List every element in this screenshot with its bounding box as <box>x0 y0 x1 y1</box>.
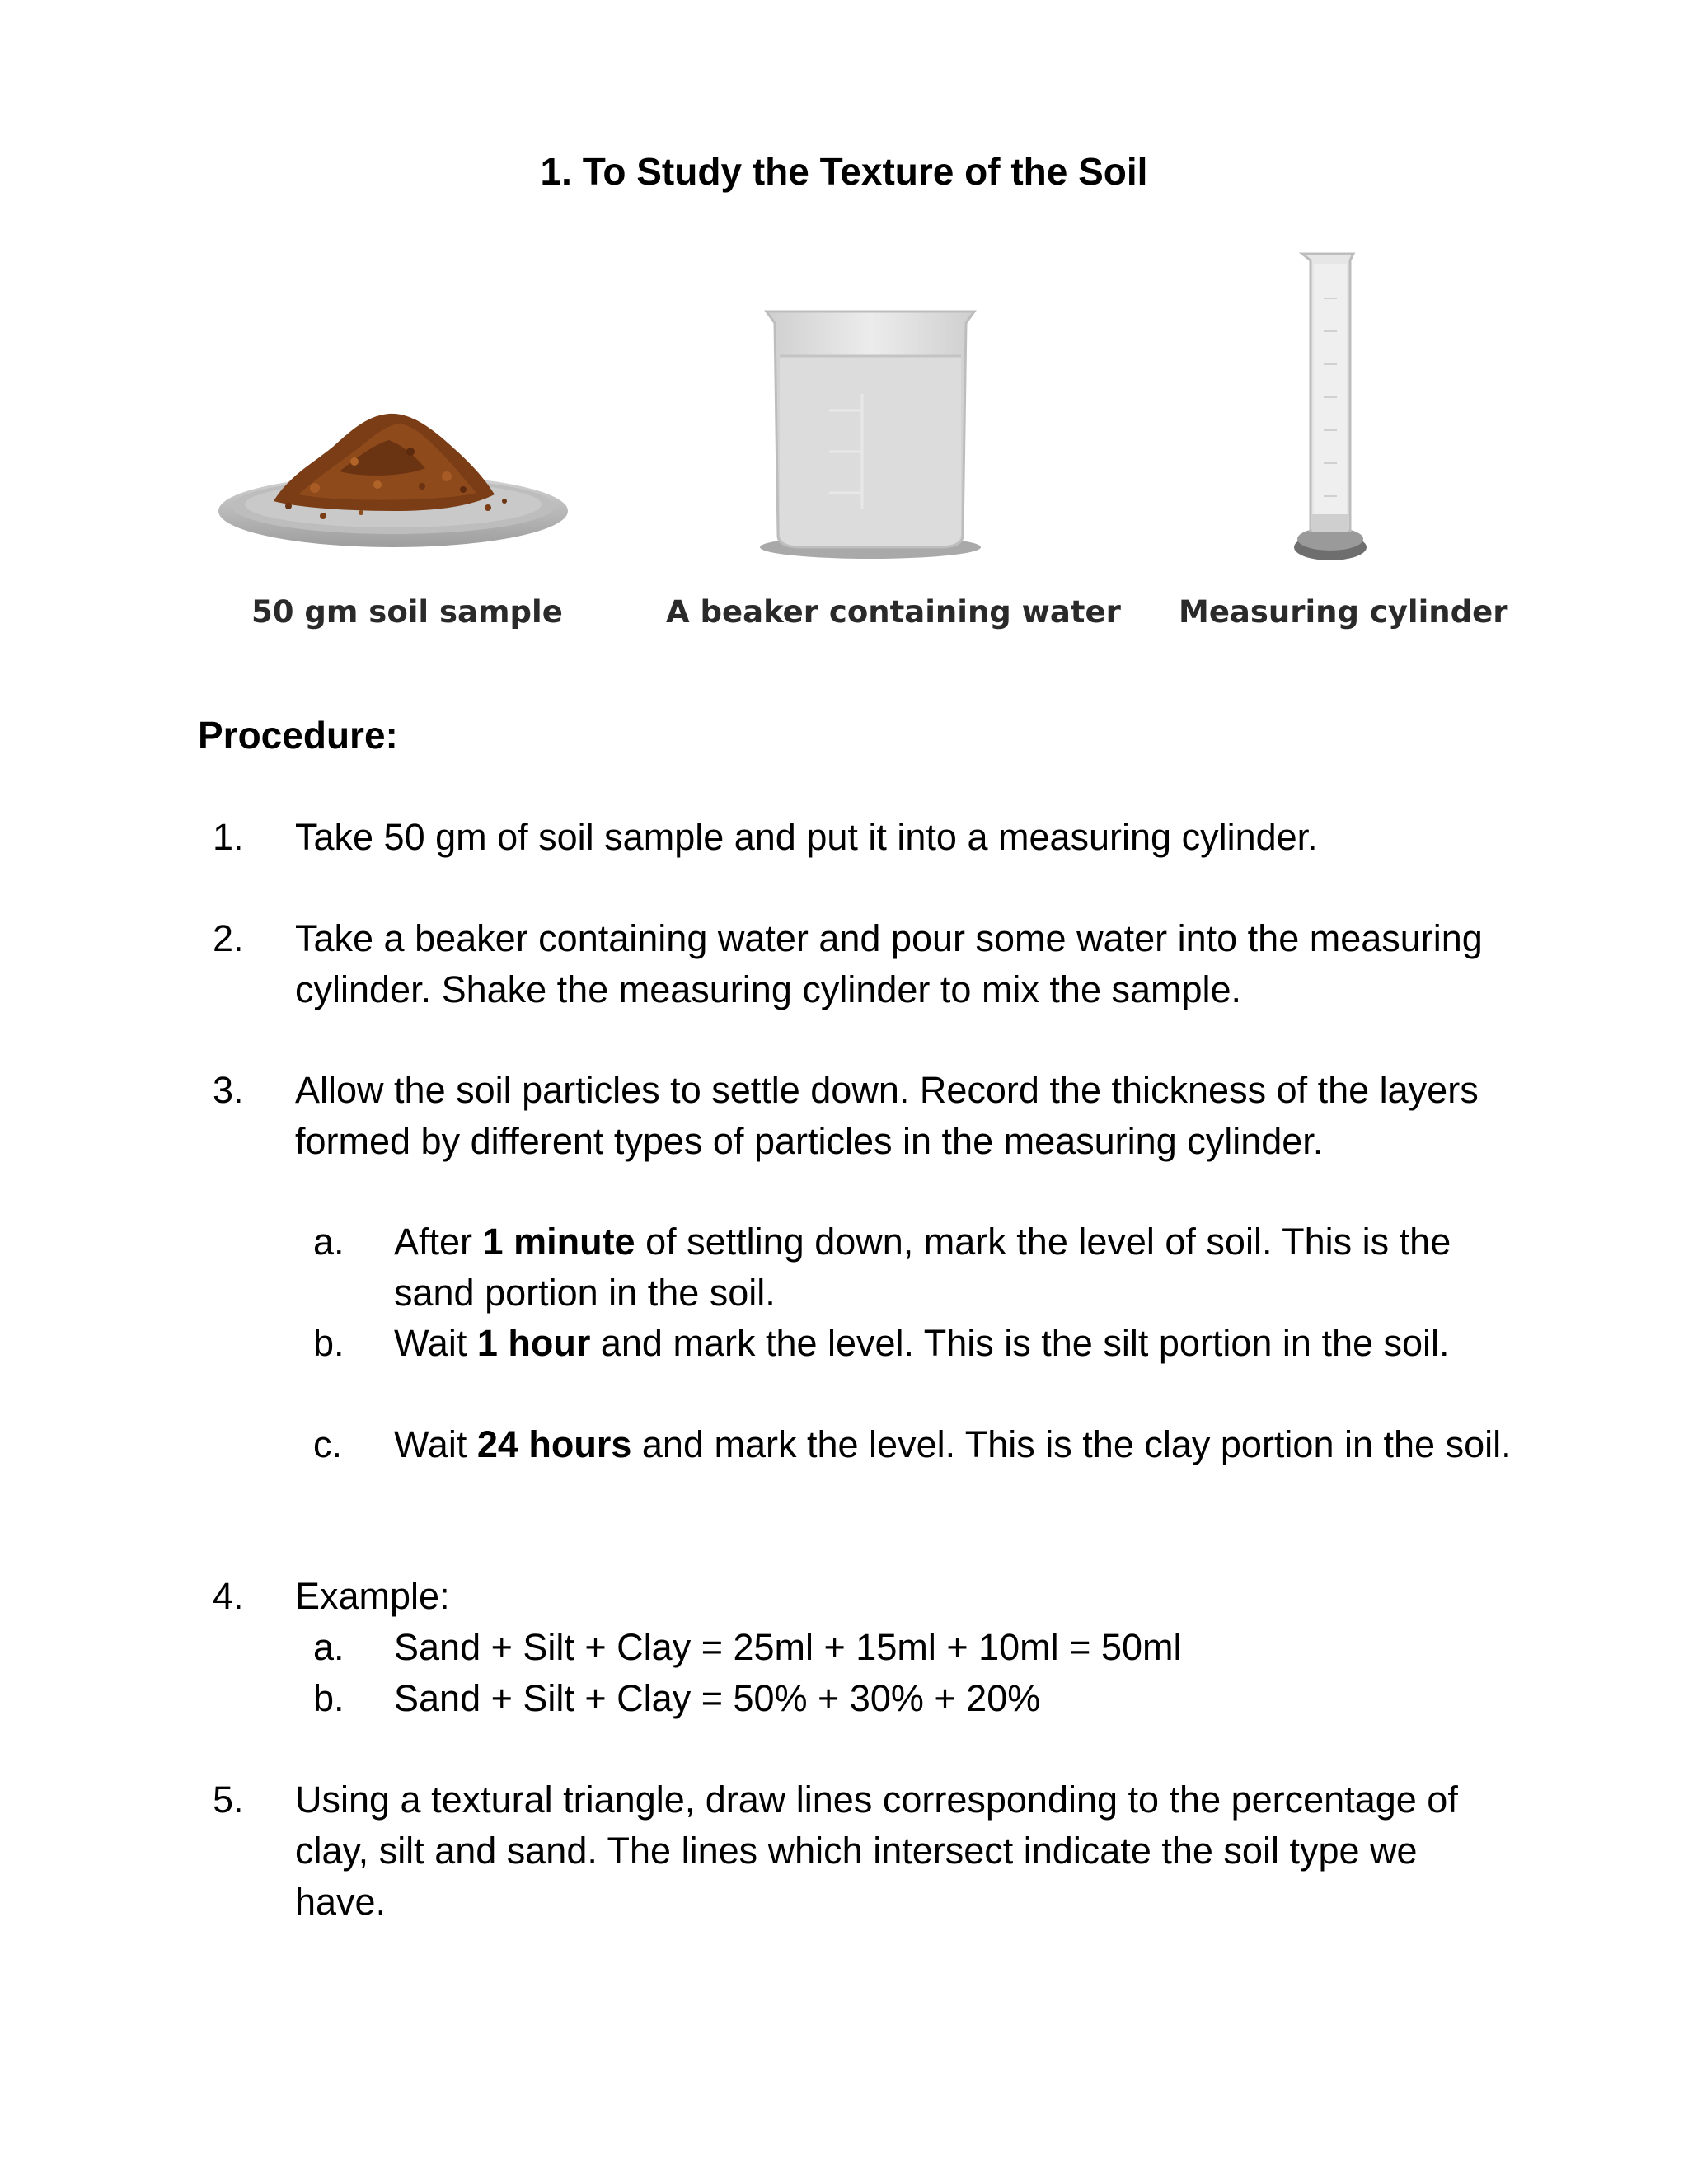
soil-sample-caption: 50 gm soil sample <box>251 594 563 630</box>
step-text: Take a beaker containing water and pour some water into the measuring cylinder. Shake the measuring cylinder to mix the sample. <box>295 917 1483 1010</box>
substep-letter: a. <box>313 1626 345 1668</box>
step-number: 2. <box>213 917 244 959</box>
substep-text: Wait 24 hours and mark the level. This is the clay portion in the soil. <box>394 1423 1512 1465</box>
procedure-heading: Procedure: <box>198 714 398 757</box>
measuring-cylinder-icon <box>1291 249 1370 562</box>
substep-text: After 1 minute of settling down, mark the level of soil. This is the sand portion in the soil. <box>394 1221 1451 1314</box>
substep-text: Sand + Silt + Clay = 50% + 30% + 20% <box>394 1677 1041 1719</box>
substep-text: Sand + Silt + Clay = 25ml + 15ml + 10ml = 50ml <box>394 1626 1182 1668</box>
beaker-icon <box>755 303 986 560</box>
step-number: 1. <box>213 816 244 858</box>
substep-letter: c. <box>313 1423 343 1465</box>
step-number: 4. <box>213 1575 244 1617</box>
step-text: Using a textural triangle, draw lines corresponding to the percentage of clay, silt and sand. The lines which intersect indicate the soil type we have. <box>295 1779 1458 1923</box>
step-number: 5. <box>213 1779 244 1821</box>
step-number: 3. <box>213 1069 244 1111</box>
step-text: Example: <box>295 1575 450 1617</box>
cylinder-caption: Measuring cylinder <box>1179 594 1508 630</box>
beaker-caption: A beaker containing water <box>666 594 1121 630</box>
substep-text: Wait 1 hour and mark the level. This is the silt portion in the soil. <box>394 1322 1450 1364</box>
soil-on-plate-icon <box>216 404 570 560</box>
step-text: Allow the soil particles to settle down. Record the thickness of the layers formed by different types of particles in the measuring cylinder. <box>295 1069 1479 1162</box>
step-text: Take 50 gm of soil sample and put it into a measuring cylinder. <box>295 816 1318 858</box>
page-title: 1. To Study the Texture of the Soil <box>540 150 1148 193</box>
substep-letter: b. <box>313 1677 345 1719</box>
substep-letter: b. <box>313 1322 345 1364</box>
substep-letter: a. <box>313 1221 345 1263</box>
